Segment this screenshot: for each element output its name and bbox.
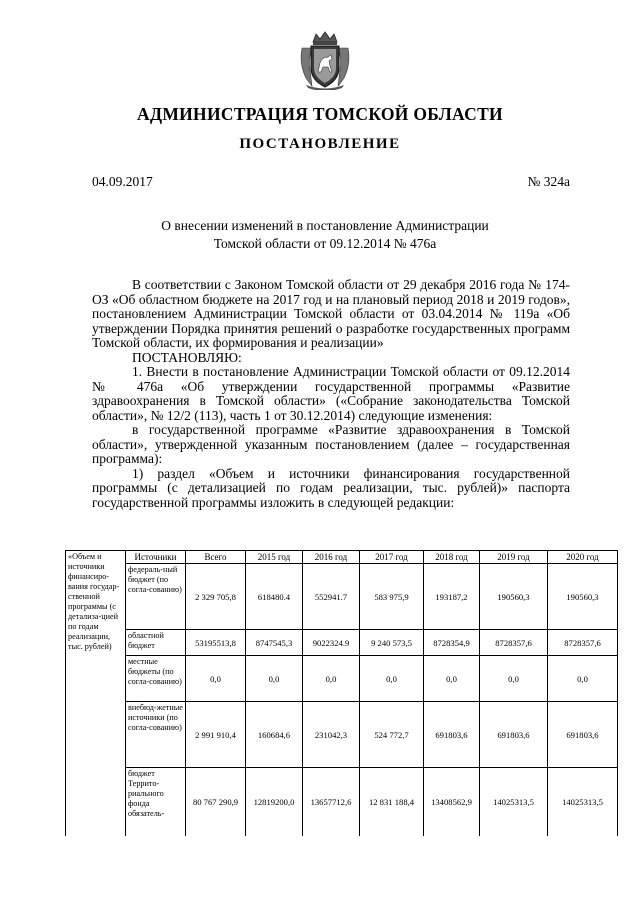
table-row bbox=[66, 702, 618, 768]
subject-line-2: Томской области от 09.12.2014 № 476а bbox=[213, 236, 437, 251]
organization-title: АДМИНИСТРАЦИЯ ТОМСКОЙ ОБЛАСТИ bbox=[137, 104, 503, 124]
table-header: 2017 год bbox=[360, 551, 424, 564]
table-cell: 0,0 bbox=[480, 656, 548, 702]
table-cell: 524 772,7 bbox=[360, 702, 424, 768]
table-cell: 53195513,8 bbox=[186, 630, 246, 656]
table-header: 2018 год bbox=[424, 551, 480, 564]
document-number: № 324а bbox=[527, 174, 570, 189]
table-cell: 0,0 bbox=[548, 656, 618, 702]
table-header: 2015 год bbox=[246, 551, 303, 564]
paragraph-item-1: 1. Внести в постановление Администрации Томской области от 09.12.2014 № 476а «Об утверждении государственной программы «Развитие здравоохранения в Томской области» («Собрание законодательства Томской области», № 12/2 (113), часть 1 от 30.12.2014) следующие изменения: bbox=[92, 364, 570, 423]
table-cell: 691803,6 bbox=[480, 702, 548, 768]
table-row bbox=[66, 630, 618, 656]
table-cell: 9022324.9 bbox=[303, 630, 360, 656]
table-cell: 2 329 705,8 bbox=[186, 564, 246, 630]
table-cell: 231042,3 bbox=[303, 702, 360, 768]
table-cell: 618480.4 bbox=[246, 564, 303, 630]
table-row bbox=[66, 656, 618, 702]
table-cell: 193187,2 bbox=[424, 564, 480, 630]
table-cell: 190560,3 bbox=[480, 564, 548, 630]
table-cell: 14025313,5 bbox=[480, 768, 548, 836]
table-cell: 583 975,9 bbox=[360, 564, 424, 630]
table-header: 2020 год bbox=[548, 551, 618, 564]
table-header: Источники bbox=[126, 551, 186, 564]
table-cell: 12 831 188,4 bbox=[360, 768, 424, 836]
row-label: «Объем и источники финансиро-вания государ-ственной программы (с детализа-цией по годам реализации, тыс. рублей) bbox=[66, 551, 126, 836]
table-cell: 691803,6 bbox=[548, 702, 618, 768]
table-cell: 8747545,3 bbox=[246, 630, 303, 656]
table-cell: 9 240 573,5 bbox=[360, 630, 424, 656]
table-cell: 13408562,9 bbox=[424, 768, 480, 836]
document-body bbox=[92, 278, 570, 510]
table-cell: 8728357,6 bbox=[480, 630, 548, 656]
paragraph-preamble: В соответствии с Законом Томской области от 29 декабря 2016 года № 174-ОЗ «Об областном бюджете на 2017 год и на плановый период 2018 и 2019 годов», постановлением Администрации Томской области от 03.04.2014 № 119а «Об утверждении Порядка принятия решений о разработке государственных программ Томской области, их формирования и реализации» bbox=[92, 277, 570, 350]
table-cell: 0,0 bbox=[186, 656, 246, 702]
table-cell: 8728357,6 bbox=[548, 630, 618, 656]
coat-of-arms-icon bbox=[298, 30, 352, 90]
table-cell-source: местные бюджеты (по согла-сованию) bbox=[126, 656, 186, 702]
table-cell: 2 991 910,4 bbox=[186, 702, 246, 768]
document-date: 04.09.2017 bbox=[92, 174, 153, 189]
table-header-row bbox=[66, 551, 618, 564]
table-row bbox=[66, 564, 618, 630]
table-cell-source: областной бюджет bbox=[126, 630, 186, 656]
table-cell: 8728354,9 bbox=[424, 630, 480, 656]
table-cell: 14025313,5 bbox=[548, 768, 618, 836]
subject-line-1: О внесении изменений в постановление Администрации bbox=[161, 218, 489, 233]
table-cell: 0,0 bbox=[303, 656, 360, 702]
table-header: 2019 год bbox=[480, 551, 548, 564]
table-cell: 0,0 bbox=[246, 656, 303, 702]
table-cell: 691803,6 bbox=[424, 702, 480, 768]
table-cell: 13657712,6 bbox=[303, 768, 360, 836]
document-type: ПОСТАНОВЛЕНИЕ bbox=[239, 136, 401, 152]
paragraph-program: в государственной программе «Развитие здравоохранения в Томской области», утвержденной указанным постановлением (далее – государственная программа): bbox=[92, 422, 570, 466]
financing-table bbox=[65, 550, 618, 836]
table-row bbox=[66, 768, 618, 836]
paragraph-section-1: 1) раздел «Объем и источники финансирования государственной программы (с детализацией по годам реализации, тыс. рублей)» паспорта государственной программы изложить в следующей редакции: bbox=[92, 465, 570, 510]
table-cell: 0,0 bbox=[424, 656, 480, 702]
table-cell: 552941.7 bbox=[303, 564, 360, 630]
table-cell: 12819200,0 bbox=[246, 768, 303, 836]
table-cell-source: федераль-ный бюджет (по согла-сованию) bbox=[126, 564, 186, 630]
table-cell-source: бюджет Террито-риального фонда обязатель- bbox=[126, 768, 186, 836]
table-cell: 0,0 bbox=[360, 656, 424, 702]
table-cell: 80 767 290,9 bbox=[186, 768, 246, 836]
table-header: Всего bbox=[186, 551, 246, 564]
paragraph-resolve: ПОСТАНОВЛЯЮ: bbox=[132, 349, 242, 365]
document-subject bbox=[110, 217, 540, 253]
table-header: 2016 год bbox=[303, 551, 360, 564]
table-cell: 190560,3 bbox=[548, 564, 618, 630]
table-cell-source: внебюд-жетные источники (по согла-сованию) bbox=[126, 702, 186, 768]
table-cell: 160684,6 bbox=[246, 702, 303, 768]
